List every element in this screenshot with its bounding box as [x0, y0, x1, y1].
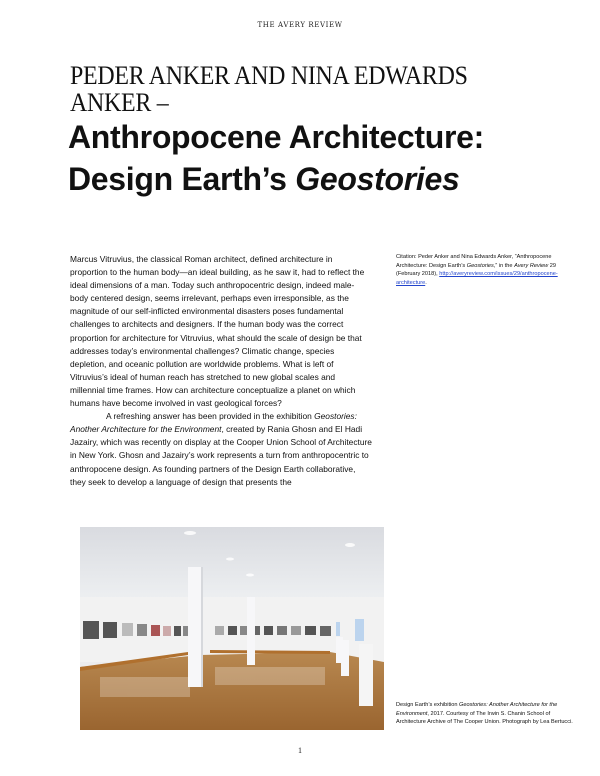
paragraph-2 [70, 410, 372, 489]
article-body [70, 253, 372, 489]
citation-link[interactable]: http://averyreview.com/issues/29/anthropocene-architecture [396, 271, 558, 286]
citation-note [396, 253, 566, 287]
title-italic: Geostories [295, 161, 460, 197]
citation-text: 29 (February 2018), [396, 262, 556, 278]
paragraph-1: Marcus Vitruvius, the classical Roman architect, defined architecture in proportion to the human body—an ideal building, as he saw it, had to reflect the ideal dimensions of a man. Today such anthropocentric design, indeed male-body centered design, seems irrelevant, perhaps even irresponsible, as the magnitude of our self-inflicted environmental disasters poses fundamental challenges to architects and designers. If the human body was the correct proportion for architecture for Vitruvius, what should the scale of design be that addresses today’s environmental challenges? Climatic change, species depletion, and oceanic pollution are worldwide problems. What is left of Vitruvius’s ideal of human reach has stretched to new global scales and millennial time frames. How can architecture conceptualize a planet on which humans have become involved in vast geological forces? [70, 254, 365, 409]
citation-italic: Geostories [466, 262, 494, 269]
paragraph-2-text-cont: , created by Rania Ghosn and El Hadi Jazairy, which was recently on display at the Cooper Union School of Architecture in New York. Ghosn and Jazairy’s work represents a turn from anthropocentric to anthropocene design. As founding partners of the Design Earth collaborative, they seek to develop a language of design that presents the [70, 424, 372, 487]
citation-text: Citation: Peder Anker and Nina Edwards Anker, “Anthropocene Architecture: Design Earth’s [396, 254, 552, 269]
caption-italic: Geostories: Another Architecture for the Environment [396, 702, 558, 717]
title-line-1: Anthropocene Architecture: [68, 119, 484, 155]
page-number: 1 [298, 746, 302, 755]
caption-text: Design Earth’s exhibition [396, 702, 460, 708]
article-title [68, 116, 548, 200]
running-head: THE AVERY REVIEW [257, 21, 343, 29]
gallery-image [80, 527, 384, 730]
article-authors: PEDER ANKER AND NINA EDWARDS ANKER – [70, 61, 468, 117]
figure-caption [396, 701, 576, 727]
exhibition-photo [80, 527, 384, 730]
citation-text: ,” in the [493, 262, 515, 269]
paragraph-2-text: A refreshing answer has been provided in the exhibition [106, 411, 315, 422]
exhibition-title: Geostories: Another Architecture for the Environment [70, 411, 357, 435]
caption-text-cont: , 2017. Courtesy of The Irwin S. Chanin School of Architecture Archive of The Cooper Union. Photograph by Lea Bertucci. [396, 710, 573, 726]
title-line-2: Design Earth’s [68, 161, 296, 197]
citation-end: . [425, 279, 427, 286]
citation-journal: Avery Review [514, 262, 549, 269]
